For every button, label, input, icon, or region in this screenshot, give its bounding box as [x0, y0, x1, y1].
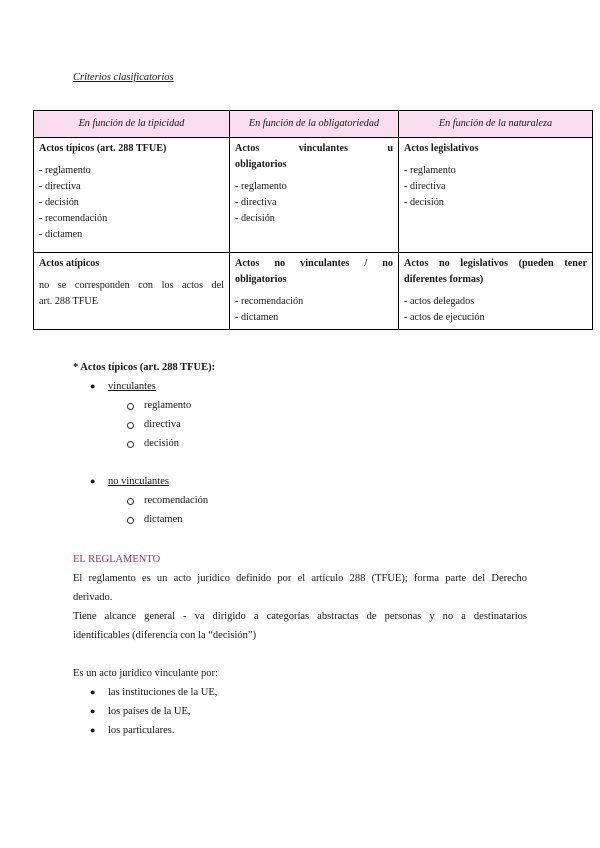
reglamento-paragraph-1 [73, 569, 527, 607]
circle-bullet-icon [127, 422, 134, 429]
circle-bullet-icon [127, 441, 134, 448]
vinculante-por-list [73, 683, 527, 740]
list-item-label: recomendación [144, 495, 209, 506]
reglamento-paragraph-3: Es un acto jurídico vinculante por: [73, 668, 218, 679]
list-item: - dictamen [39, 229, 83, 240]
reglamento-paragraph-2 [73, 607, 527, 645]
actos-tipicos-section [73, 358, 215, 529]
vinculantes-list [73, 377, 215, 396]
reglamento-heading: EL REGLAMENTO [73, 554, 161, 565]
paragraph-line: derivado. [73, 592, 113, 603]
paragraph-line: identificables (diferencia con la “decisión”) [73, 630, 257, 641]
list-item: - reglamento [404, 165, 456, 176]
list-item-label: los países de la UE, [108, 706, 191, 717]
list-item-label: las instituciones de la UE, [108, 687, 218, 698]
cell-heading-cont: diferentes formas) [404, 274, 484, 285]
list-item: - decisión [404, 197, 444, 208]
cell-heading-cont: obligatorios [235, 274, 287, 285]
list-item: - actos de ejecución [404, 312, 485, 323]
cell-heading: Actos vinculantes u [235, 143, 393, 154]
list-item: - dictamen [235, 312, 279, 323]
cell-heading-cont: obligatorios [235, 159, 287, 170]
circle-bullet-icon [127, 403, 134, 410]
list-item [73, 434, 215, 453]
list-item [73, 491, 215, 510]
list-item-label: reglamento [144, 400, 192, 411]
cell-actos-no-legislativos [399, 253, 593, 330]
paragraph-line: El reglamento es un acto jurídico definido por el artículo 288 (TFUE); forma parte del Derecho [73, 573, 527, 584]
cell-heading: Actos legislativos [404, 143, 479, 154]
cell-heading: Actos atípicos [39, 258, 100, 269]
cell-heading: Actos no legislativos (pueden tener [404, 258, 587, 269]
cell-heading: Actos no vinculantes / no [235, 258, 393, 269]
list-item: - reglamento [39, 165, 91, 176]
list-item: - directiva [39, 181, 81, 192]
criteria-table [33, 110, 593, 330]
no-vinculantes-sublist [73, 491, 215, 529]
table-row [34, 138, 593, 253]
list-item: - actos delegados [404, 296, 475, 307]
cell-actos-atipicos [34, 253, 230, 330]
list-item: - recomendación [235, 296, 304, 307]
header-tipicidad: En función de la tipicidad [34, 111, 230, 138]
header-obligatoriedad: En función de la obligatoriedad [230, 111, 399, 138]
cell-actos-no-vinculantes [230, 253, 399, 330]
list-item [73, 472, 215, 491]
section-title: Criterios clasificatorios [73, 72, 174, 83]
cell-heading: Actos típicos (art. 288 TFUE) [39, 143, 167, 154]
list-item: - decisión [39, 197, 79, 208]
bullet-icon: ● [90, 687, 96, 697]
list-item-label: decisión [144, 438, 179, 449]
table-header-row [34, 111, 593, 138]
vinculantes-sublist [73, 396, 215, 453]
cell-text-cont: art. 288 TFUE [39, 296, 98, 307]
list-item [73, 721, 527, 740]
circle-bullet-icon [127, 517, 134, 524]
cell-actos-legislativos [399, 138, 593, 253]
actos-tipicos-heading: * Actos típicos (art. 288 TFUE): [73, 362, 216, 373]
list-item [73, 377, 215, 396]
list-item [73, 702, 527, 721]
bullet-icon: ● [90, 381, 96, 391]
list-item: - directiva [404, 181, 446, 192]
paragraph-line: Tiene alcance general - va dirigido a categorías abstractas de personas y no a destinatarios [73, 611, 527, 622]
reglamento-section [73, 550, 527, 740]
cell-actos-tipicos [34, 138, 230, 253]
bullet-icon: ● [90, 725, 96, 735]
header-naturaleza: En función de la naturaleza [399, 111, 593, 138]
list-item: - decisión [235, 213, 275, 224]
no-vinculantes-list [73, 472, 215, 491]
list-item: - recomendación [39, 213, 108, 224]
bullet-icon: ● [90, 706, 96, 716]
list-item [73, 683, 527, 702]
list-item [73, 415, 215, 434]
table-row [34, 253, 593, 330]
bullet-icon: ● [90, 476, 96, 486]
list-item-label: los particulares. [108, 725, 175, 736]
group-label-no-vinculantes: no vinculantes [108, 476, 169, 487]
list-item [73, 396, 215, 415]
cell-text: no se corresponden con los actos del [39, 280, 224, 291]
list-item [73, 510, 215, 529]
group-label-vinculantes: vinculantes [108, 381, 156, 392]
list-item-label: directiva [144, 419, 181, 430]
circle-bullet-icon [127, 498, 134, 505]
list-item: - reglamento [235, 181, 287, 192]
list-item: - directiva [235, 197, 277, 208]
cell-actos-vinculantes [230, 138, 399, 253]
list-item-label: dictamen [144, 514, 183, 525]
